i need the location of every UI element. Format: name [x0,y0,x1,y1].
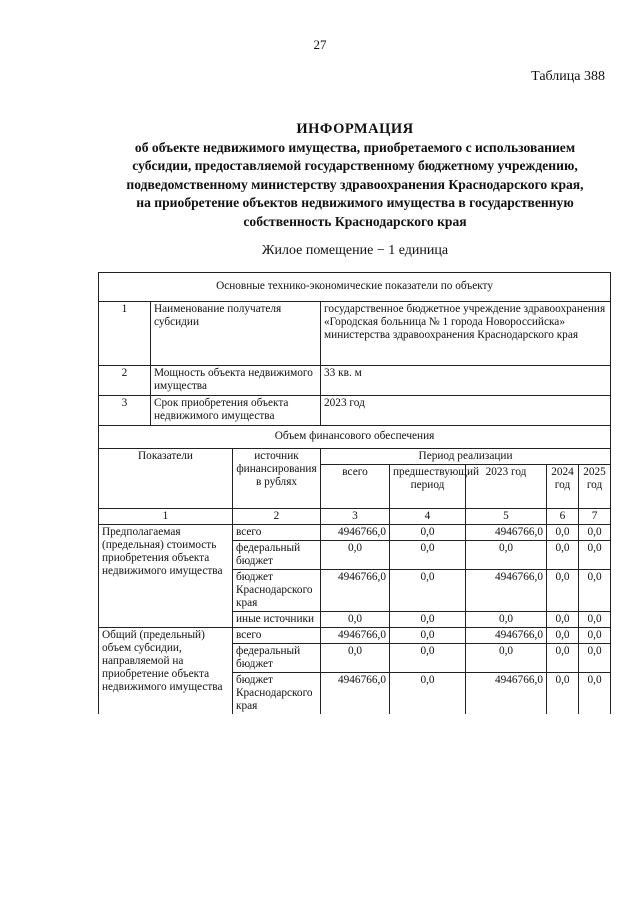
value-previous: 0,0 [390,570,466,612]
section-header-row [99,273,611,302]
col-number: 1 [99,509,233,525]
heading-line: собственность Краснодарского края [243,213,467,229]
header-2025: 2025 год [579,465,611,509]
info-row [99,302,611,366]
value-previous: 0,0 [390,525,466,541]
section2-title: Объем финансового обеспечения [99,426,611,449]
header-indicators: Показатели [99,449,233,509]
value-total: 4946766,0 [321,673,390,715]
header-2023: 2023 год [466,465,547,509]
source-cell: иные источники [233,612,321,628]
info-label: Срок приобретения объекта недвижимого имущества [151,396,321,426]
col-number: 5 [466,509,547,525]
source-cell: бюджет Краснодарского края [233,673,321,715]
value-2023: 4946766,0 [466,628,547,644]
document-heading [60,120,640,232]
value-2023: 0,0 [466,612,547,628]
value-previous: 0,0 [390,628,466,644]
value-2025: 0,0 [579,628,611,644]
value-2024: 0,0 [547,541,579,570]
column-header-row [99,449,611,465]
page-number: 27 [313,37,327,52]
section1-title: Основные технико-экономические показатели по объекту [99,273,611,302]
col-number: 3 [321,509,390,525]
value-2025: 0,0 [579,644,611,673]
info-row [99,396,611,426]
info-row [99,366,611,396]
value-2024: 0,0 [547,673,579,715]
value-2024: 0,0 [547,570,579,612]
header-previous: предшествующий период [390,465,466,509]
table-row [99,628,611,644]
heading-line: подведомственному министерству здравоохранения Краснодарского края, [126,176,584,192]
value-total: 0,0 [321,612,390,628]
value-2024: 0,0 [547,628,579,644]
value-2025: 0,0 [579,570,611,612]
info-label: Наименование получателя субсидии [151,302,321,366]
value-2023: 0,0 [466,644,547,673]
value-2024: 0,0 [547,525,579,541]
value-previous: 0,0 [390,673,466,715]
table-label: Таблица 388 [531,69,605,84]
header-source: источник финансирования в рублях [233,449,321,509]
heading-line: субсидии, предоставляемой государственному бюджетному учреждению, [132,158,578,174]
value-total: 4946766,0 [321,570,390,612]
value-2023: 4946766,0 [466,673,547,715]
col-number: 2 [233,509,321,525]
source-cell: всего [233,525,321,541]
value-2025: 0,0 [579,541,611,570]
heading-line: на приобретение объектов недвижимого имущества в государственную [136,195,574,211]
value-2025: 0,0 [579,673,611,715]
value-2023: 4946766,0 [466,570,547,612]
col-number: 6 [547,509,579,525]
value-2025: 0,0 [579,612,611,628]
heading-title: ИНФОРМАЦИЯ [296,121,414,137]
section-header-row [99,426,611,449]
value-total: 0,0 [321,541,390,570]
column-number-row [99,509,611,525]
info-number: 1 [99,302,151,366]
source-cell: всего [233,628,321,644]
value-previous: 0,0 [390,541,466,570]
info-value: государственное бюджетное учреждение здравоохранения «Городская больница № 1 города Новороссийска» министерства здравоохранения Краснодарского края [321,302,611,366]
value-2023: 0,0 [466,541,547,570]
info-value: 2023 год [321,396,611,426]
object-subheading: Жилое помещение − 1 единица [261,243,449,258]
info-number: 3 [99,396,151,426]
value-2025: 0,0 [579,525,611,541]
col-number: 7 [579,509,611,525]
value-total: 4946766,0 [321,628,390,644]
header-period: Период реализации [321,449,611,465]
table-row [99,525,611,541]
group-label: Общий (предельный) объем субсидии, направляемой на приобретение объекта недвижимого имущества [99,628,233,715]
source-cell: федеральный бюджет [233,644,321,673]
value-2023: 4946766,0 [466,525,547,541]
value-previous: 0,0 [390,612,466,628]
value-total: 4946766,0 [321,525,390,541]
heading-line: об объекте недвижимого имущества, приобретаемого с использованием [134,139,576,155]
info-number: 2 [99,366,151,396]
group-label: Предполагаемая (предельная) стоимость приобретения объекта недвижимого имущества [99,525,233,628]
value-2024: 0,0 [547,612,579,628]
header-total: всего [321,465,390,509]
source-cell: бюджет Краснодарского края [233,570,321,612]
info-label: Мощность объекта недвижимого имущества [151,366,321,396]
value-total: 0,0 [321,644,390,673]
col-number: 4 [390,509,466,525]
value-2024: 0,0 [547,644,579,673]
info-value: 33 кв. м [321,366,611,396]
source-cell: федеральный бюджет [233,541,321,570]
header-2024: 2024 год [547,465,579,509]
value-previous: 0,0 [390,644,466,673]
object-info-table [98,272,611,714]
